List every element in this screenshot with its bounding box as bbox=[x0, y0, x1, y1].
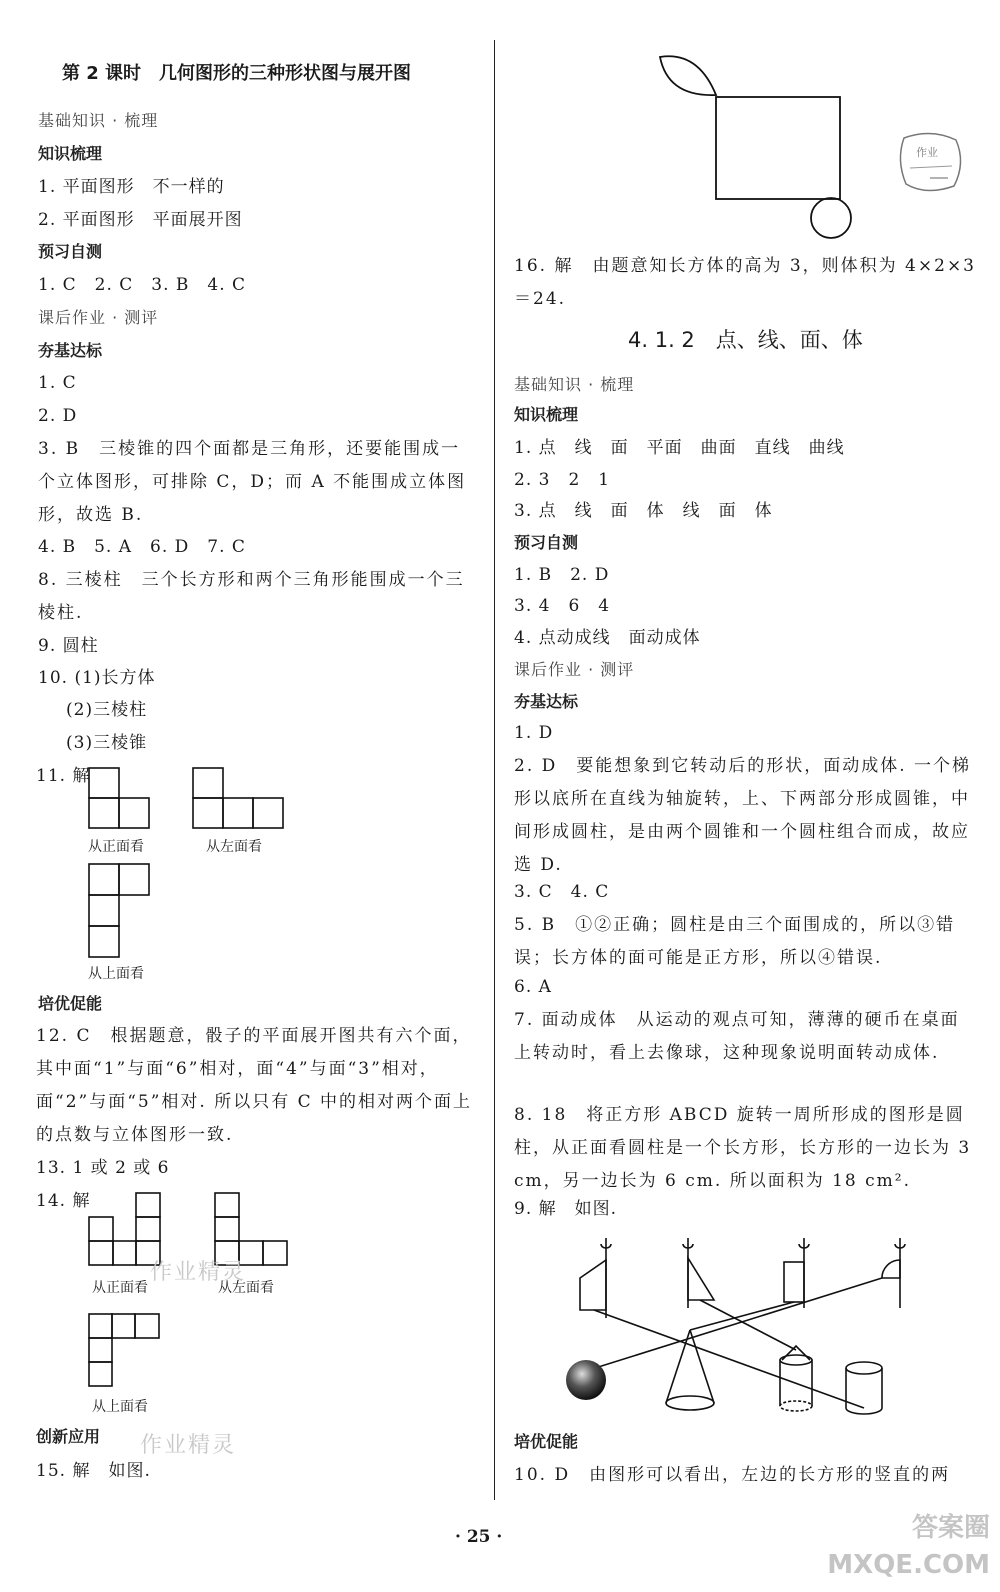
r-answer-6: 6. A bbox=[514, 977, 552, 997]
answer-14: 14. 解 bbox=[36, 1191, 91, 1211]
answer-13: 13. 1 或 2 或 6 bbox=[36, 1158, 170, 1178]
r-section-advance: 培优促能 bbox=[514, 1432, 579, 1451]
section-title-4-1-2: 4. 1. 2 点、线、面、体 bbox=[628, 328, 863, 352]
column-divider bbox=[494, 40, 495, 1500]
answer-4-7: 4. B 5. A 6. D 7. C bbox=[38, 537, 246, 557]
r-section-basic: 基础知识 · 梳理 bbox=[514, 375, 635, 394]
q14-top-caption: 从上面看 bbox=[92, 1399, 148, 1415]
q14-left-caption: 从左面看 bbox=[218, 1280, 274, 1296]
stamp-seal bbox=[896, 128, 966, 196]
watermark-2: 作业精灵 bbox=[140, 1433, 237, 1458]
q11-top-caption: 从上面看 bbox=[88, 966, 144, 982]
lesson-title: 第 2 课时 几何图形的三种形状图与展开图 bbox=[62, 63, 412, 84]
q9-rotation-figure bbox=[566, 1238, 926, 1418]
watermark-site: MXQE.COM bbox=[827, 1550, 990, 1580]
answer-10: 10. (1)长方体 bbox=[38, 668, 156, 688]
sphere-icon bbox=[566, 1360, 606, 1400]
answer-1: 1. C bbox=[38, 373, 77, 393]
answer-15: 15. 解 如图. bbox=[36, 1461, 151, 1481]
q11-front-caption: 从正面看 bbox=[88, 839, 144, 855]
r-section-preview: 预习自测 bbox=[514, 533, 579, 552]
r-preview-3: 3. 4 6 4 bbox=[514, 596, 611, 616]
answer-11: 11. 解 bbox=[36, 766, 91, 786]
knowledge-2: 2. 平面图形 平面展开图 bbox=[38, 210, 243, 230]
section-homework: 课后作业 · 测评 bbox=[38, 308, 159, 327]
watermark-logo: 答案圈 bbox=[911, 1513, 990, 1543]
r-section-foundation: 夯基达标 bbox=[514, 692, 579, 711]
watermark-1: 作业精灵 bbox=[150, 1260, 247, 1285]
r-preview-4: 4. 点动成线 面动成体 bbox=[514, 628, 701, 648]
r-preview-1: 1. B 2. D bbox=[514, 565, 610, 585]
r-knowledge-3: 3. 点 线 面 体 线 面 体 bbox=[514, 501, 773, 521]
answer-3: 3. B 三棱锥的四个面都是三角形，还要能围成一个立体图形，可排除 C，D；而 A 不能围成立体图形，故选 B. bbox=[38, 439, 467, 525]
r-answer-3-4: 3. C 4. C bbox=[514, 882, 610, 902]
r-knowledge-1: 1. 点 线 面 平面 曲面 直线 曲线 bbox=[514, 438, 845, 458]
section-preview: 预习自测 bbox=[38, 242, 103, 261]
r-knowledge-2: 2. 3 2 1 bbox=[514, 470, 611, 490]
q11-top-view bbox=[88, 863, 150, 957]
q14-front-caption: 从正面看 bbox=[92, 1280, 148, 1296]
answer-16: 16. 解 由题意知长方体的高为 3，则体积为 4×2×3＝24. bbox=[514, 256, 976, 309]
q11-left-caption: 从左面看 bbox=[206, 839, 262, 855]
section-innovation: 创新应用 bbox=[36, 1427, 101, 1446]
answer-9: 9. 圆柱 bbox=[38, 636, 99, 656]
q15-figure bbox=[658, 55, 848, 245]
q11-left-view bbox=[192, 767, 284, 829]
page-number: · 25 · bbox=[455, 1527, 503, 1547]
section-knowledge: 知识梳理 bbox=[38, 144, 103, 163]
r-answer-8: 8. 18 将正方形 ABCD 旋转一周所形成的图形是圆柱，从正面看圆柱是一个长方形，长方形的一边长为 3 cm，另一边长为 6 cm. 所以面积为 18 cm². bbox=[514, 1105, 972, 1191]
preview-answers: 1. C 2. C 3. B 4. C bbox=[38, 275, 247, 295]
q14-top-view bbox=[88, 1313, 160, 1387]
answer-10-2: (2)三棱柱 bbox=[66, 700, 148, 720]
answer-8: 8. 三棱柱 三个长方形和两个三角形能围成一个三棱柱. bbox=[38, 570, 465, 623]
section-foundation: 夯基达标 bbox=[38, 341, 103, 360]
section-basic: 基础知识 · 梳理 bbox=[38, 111, 159, 130]
r-answer-2: 2. D 要能想象到它转动后的形状，面动成体. 一个梯形以底所在直线为轴旋转，上、下两部分形成圆锥，中间形成圆柱，是由两个圆锥和一个圆柱组合而成，故应选 D. bbox=[514, 756, 972, 875]
r-section-knowledge: 知识梳理 bbox=[514, 405, 579, 424]
q11-front-view bbox=[88, 767, 150, 829]
answer-10-3: (3)三棱锥 bbox=[66, 733, 148, 753]
r-answer-1: 1. D bbox=[514, 723, 554, 743]
r-answer-7: 7. 面动成体 从运动的观点可知，薄薄的硬币在桌面上转动时，看上去像球，这种现象说明面转动成体. bbox=[514, 1010, 960, 1063]
answer-12: 12. C 根据题意，骰子的平面展开图共有六个面，其中面“1”与面“6”相对，面“4”与面“3”相对，面“2”与面“5”相对. 所以只有 C 中的相对两个面上的点数与立体图形一致. bbox=[36, 1026, 473, 1145]
r-answer-10: 10. D 由图形可以看出，左边的长方形的竖直的两 bbox=[514, 1465, 951, 1485]
section-advance: 培优促能 bbox=[38, 994, 103, 1013]
stamp-text: 作业 bbox=[916, 146, 938, 159]
r-answer-9: 9. 解 如图. bbox=[514, 1199, 618, 1219]
r-answer-5: 5. B ①②正确；圆柱是由三个面围成的，所以③错误；长方体的面可能是正方形，所以④错误. bbox=[514, 915, 956, 968]
r-section-homework: 课后作业 · 测评 bbox=[514, 660, 635, 679]
answer-2: 2. D bbox=[38, 406, 78, 426]
knowledge-1: 1. 平面图形 不一样的 bbox=[38, 177, 225, 197]
